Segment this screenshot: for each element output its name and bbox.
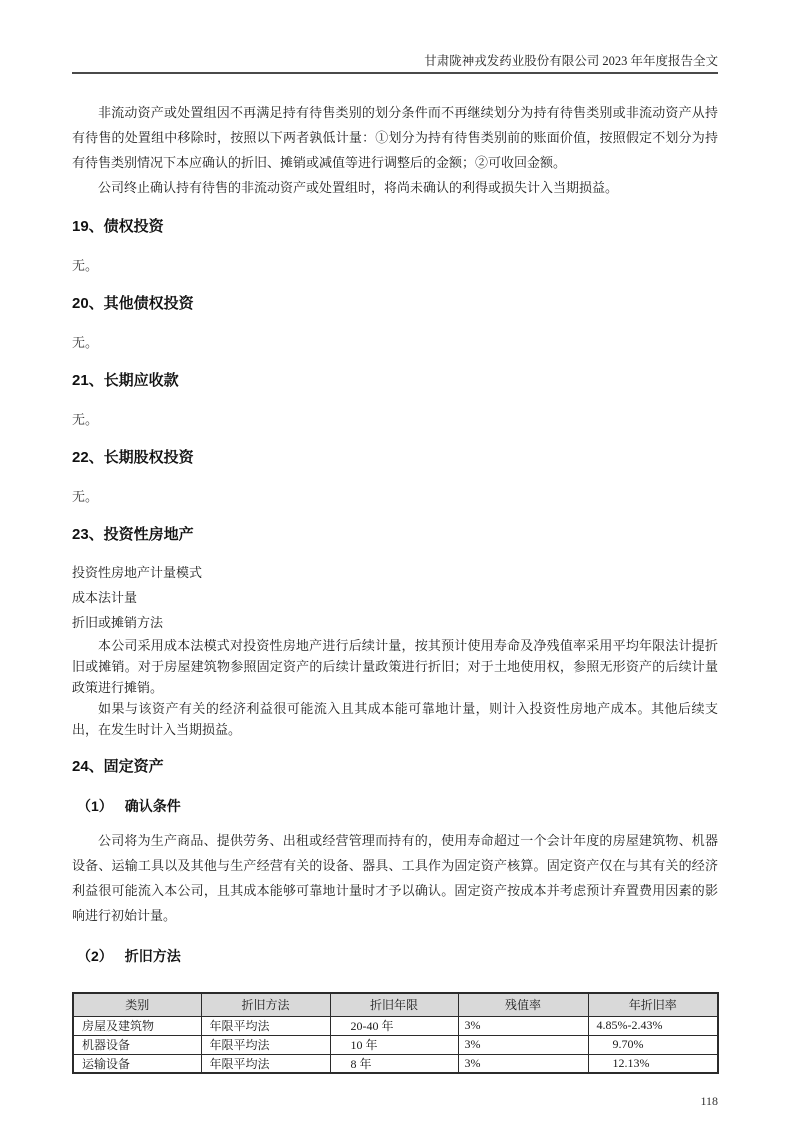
cell-category: 房屋及建筑物 bbox=[73, 1016, 201, 1035]
cell-annual-rate: 12.13% bbox=[588, 1054, 718, 1073]
table-header-row bbox=[73, 993, 718, 1016]
section-23-heading: 23、投资性房地产 bbox=[72, 526, 194, 543]
table-row bbox=[73, 1054, 718, 1073]
cell-method: 年限平均法 bbox=[201, 1054, 330, 1073]
depreciation-table-wrap bbox=[72, 992, 718, 1074]
section-20-body: 无。 bbox=[72, 335, 99, 350]
subsection-2-heading bbox=[72, 946, 718, 966]
section-19-body: 无。 bbox=[72, 258, 99, 273]
header-residual-rate: 残值率 bbox=[458, 993, 588, 1016]
subsection-1-heading bbox=[72, 796, 718, 816]
section-23-meta-lines bbox=[72, 560, 718, 635]
header-annual-rate: 年折旧率 bbox=[588, 993, 718, 1016]
page-header bbox=[72, 54, 718, 74]
section-21-heading: 21、长期应收款 bbox=[72, 372, 179, 389]
section-22-heading: 22、长期股权投资 bbox=[72, 449, 194, 466]
section-24-heading: 24、固定资产 bbox=[72, 758, 164, 775]
cell-method: 年限平均法 bbox=[201, 1035, 330, 1054]
depreciation-method-label: 折旧或摊销方法 bbox=[72, 615, 164, 630]
cell-life: 8 年 bbox=[330, 1054, 458, 1073]
header-title: 甘肃陇神戎发药业股份有限公司 2023 年年度报告全文 bbox=[424, 54, 718, 68]
depreciation-table bbox=[72, 992, 719, 1074]
section-23-paragraph-1: 本公司采用成本法模式对投资性房地产进行后续计量，按其预计使用寿命及净残值率采用平均年限法计提折旧或摊销。对于房屋建筑物参照固定资产的后续计量政策进行折旧；对于土地使用权，参照无形资产的后续计量政策进行摊销。 bbox=[72, 638, 718, 695]
page-number: 118 bbox=[700, 1094, 718, 1108]
subsection-1-label: 确认条件 bbox=[124, 798, 181, 814]
section-22-body: 无。 bbox=[72, 489, 99, 504]
intro-paragraph-2: 公司终止确认持有待售的非流动资产或处置组时，将尚未确认的利得或损失计入当期损益。 bbox=[98, 180, 619, 195]
cell-annual-rate: 4.85%-2.43% bbox=[588, 1016, 718, 1035]
cell-annual-rate: 9.70% bbox=[588, 1035, 718, 1054]
section-19-heading: 19、债权投资 bbox=[72, 218, 164, 235]
cell-method: 年限平均法 bbox=[201, 1016, 330, 1035]
cell-residual-rate: 3% bbox=[458, 1016, 588, 1035]
header-life: 折旧年限 bbox=[330, 993, 458, 1016]
intro-paragraph-1: 非流动资产或处置组因不再满足持有待售类别的划分条件而不再继续划分为持有待售类别或非流动资产从持有待售的处置组中移除时，按照以下两者孰低计量：①划分为持有待售类别前的账面价值，按照假定不划分为持有待售类别情况下本应确认的折旧、摊销或减值等进行调整后的金额；②可收回金额。 bbox=[72, 105, 718, 170]
cell-category: 运输设备 bbox=[73, 1054, 201, 1073]
section-20-heading: 20、其他债权投资 bbox=[72, 295, 194, 312]
section-21-body: 无。 bbox=[72, 412, 99, 427]
measurement-mode-label: 投资性房地产计量模式 bbox=[72, 565, 203, 580]
table-row bbox=[73, 1035, 718, 1054]
cell-category: 机器设备 bbox=[73, 1035, 201, 1054]
header-category: 类别 bbox=[73, 993, 201, 1016]
subsection-2-label: 折旧方法 bbox=[124, 948, 181, 964]
subsection-1-number: （1） bbox=[77, 798, 113, 814]
cell-residual-rate: 3% bbox=[458, 1035, 588, 1054]
cell-life: 20-40 年 bbox=[330, 1016, 458, 1035]
table-row bbox=[73, 1016, 718, 1035]
cell-life: 10 年 bbox=[330, 1035, 458, 1054]
cell-residual-rate: 3% bbox=[458, 1054, 588, 1073]
header-method: 折旧方法 bbox=[201, 993, 330, 1016]
section-23-paragraph-2: 如果与该资产有关的经济利益很可能流入且其成本能可靠地计量，则计入投资性房地产成本。其他后续支出，在发生时计入当期损益。 bbox=[72, 701, 718, 737]
subsection-1-paragraph: 公司将为生产商品、提供劳务、出租或经营管理而持有的，使用寿命超过一个会计年度的房屋建筑物、机器设备、运输工具以及其他与生产经营有关的设备、器具、工具作为固定资产核算。固定资产仅在与其有关的经济利益很可能流入本公司，且其成本能够可靠地计量时才予以确认。固定资产按成本并考虑预计弃置费用因素的影响进行初始计量。 bbox=[72, 833, 718, 923]
cost-method-label: 成本法计量 bbox=[72, 590, 138, 605]
subsection-2-number: （2） bbox=[77, 948, 113, 964]
